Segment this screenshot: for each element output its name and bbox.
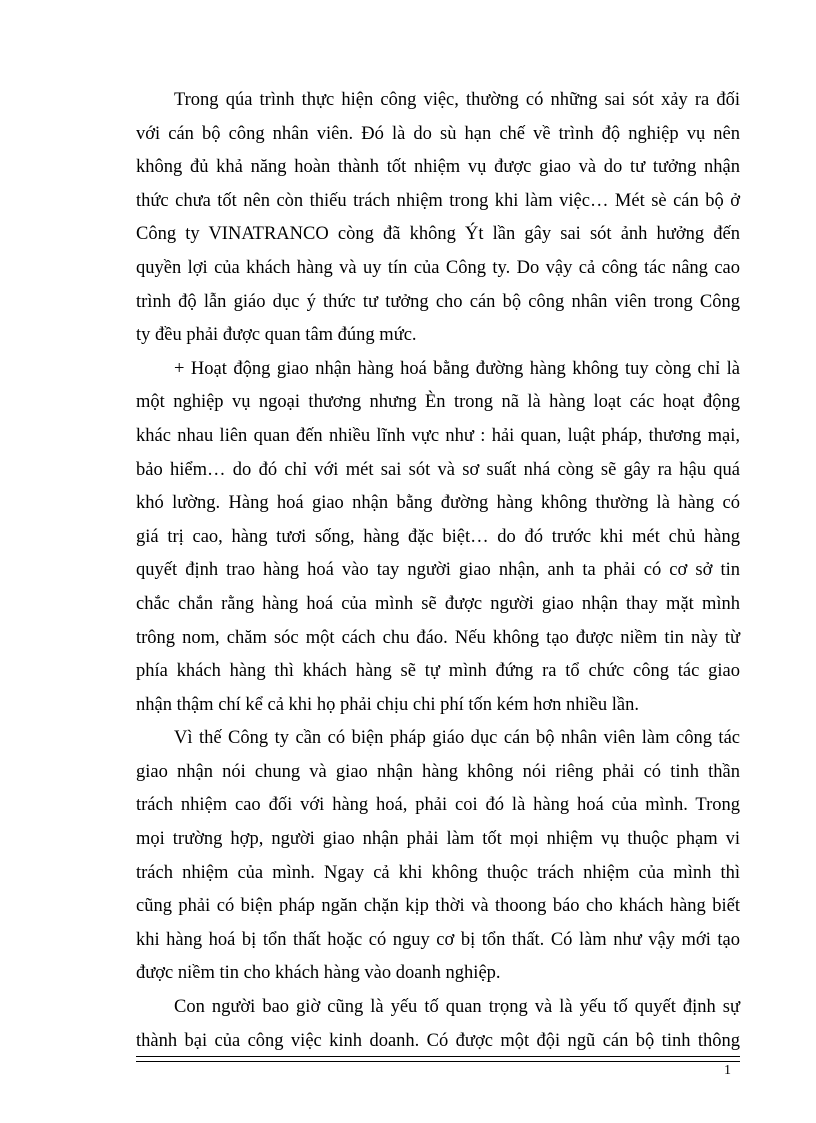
text-line: trách nhiệm cao đối với hàng hoá, phải coi đó là hàng hoá của mình. Trong — [136, 795, 740, 816]
paragraph-3 — [136, 722, 740, 991]
text-line: chắc chắn rằng hàng hoá của mình sẽ được người giao nhận thay mặt mình — [136, 593, 740, 614]
text-line: giao nhận nói chung và giao nhận hàng không nói riêng phải có tinh thần — [136, 761, 740, 782]
text-line: trình độ lẫn giáo dục ý thức tư tưởng cho cán bộ công nhân viên trong Công — [136, 291, 740, 312]
paragraph-4 — [136, 991, 740, 1058]
body-text — [136, 84, 740, 1058]
text-line: khi hàng hoá bị tổn thất hoặc có nguy cơ bị tổn thất. Có làm như vậy mới tạo — [136, 929, 740, 950]
text-line: ty đều phải được quan tâm đúng mức. — [136, 325, 417, 346]
text-line: được niềm tin cho khách hàng vào doanh nghiệp. — [136, 963, 501, 984]
text-line: cũng phải có biện pháp ngăn chặn kịp thời và thoong báo cho khách hàng biết — [136, 896, 740, 917]
text-line: trách nhiệm của mình. Ngay cả khi không thuộc trách nhiệm của mình thì — [136, 862, 740, 883]
text-line: giá trị cao, hàng tươi sống, hàng đặc biệt… do đó trước khi mét chủ hàng — [136, 526, 740, 547]
page-number: 1 — [724, 1063, 731, 1078]
text-line: một nghiệp vụ ngoại thương nhưng Èn trong nã là hàng loạt các hoạt động — [136, 392, 740, 413]
text-line: không đủ khả năng hoàn thành tốt nhiệm vụ được giao và do tư tưởng nhận — [136, 157, 740, 178]
text-line: + Hoạt động giao nhận hàng hoá bằng đường hàng không tuy còng chỉ là — [174, 358, 740, 379]
text-line: nhận thậm chí kể cả khi họ phải chịu chi phí tốn kém hơn nhiều lần. — [136, 694, 639, 715]
text-line: Công ty VINATRANCO còng đã không Ýt lần gây sai sót ảnh hưởng đến — [136, 224, 740, 245]
footer-double-rule — [136, 1056, 740, 1062]
text-line: khác nhau liên quan đến nhiều lĩnh vực như : hải quan, luật pháp, thương mại, — [136, 425, 740, 446]
text-line: quyền lợi của khách hàng và uy tín của Công ty. Do vậy cả công tác nâng cao — [136, 257, 740, 278]
text-line: quyết định trao hàng hoá vào tay người giao nhận, anh ta phải có cơ sở tin — [136, 560, 740, 581]
paragraph-2 — [136, 353, 740, 723]
text-line: bảo hiểm… do đó chỉ với mét sai sót và sơ suất nhá còng sẽ gây ra hậu quá — [136, 459, 740, 480]
text-line: với cán bộ công nhân viên. Đó là do sù hạn chế về trình độ nghiệp vụ nên — [136, 123, 740, 144]
text-line: thức chưa tốt nên còn thiếu trách nhiệm trong khi làm việc… Mét sè cán bộ ở — [136, 190, 740, 211]
paragraph-1 — [136, 84, 740, 353]
text-line: phía khách hàng thì khách hàng sẽ tự mình đứng ra tổ chức công tác giao — [136, 661, 740, 682]
text-line: mọi trường hợp, người giao nhận phải làm tốt mọi nhiệm vụ thuộc phạm vi — [136, 829, 740, 850]
text-line: Trong qúa trình thực hiện công việc, thường có những sai sót xảy ra đối — [174, 90, 740, 110]
text-line: Vì thế Công ty cần có biện pháp giáo dục cán bộ nhân viên làm công tác — [174, 728, 740, 749]
text-line: thành bại của công việc kinh doanh. Có được một đội ngũ cán bộ tinh thông — [136, 1030, 740, 1051]
text-line: Con người bao giờ cũng là yếu tố quan trọng và là yếu tố quyết định sự — [174, 997, 740, 1018]
text-line: trông nom, chăm sóc một cách chu đáo. Nếu không tạo được niềm tin này từ — [136, 627, 740, 648]
text-line: khó lường. Hàng hoá giao nhận bằng đường hàng không thường là hàng có — [136, 493, 740, 514]
